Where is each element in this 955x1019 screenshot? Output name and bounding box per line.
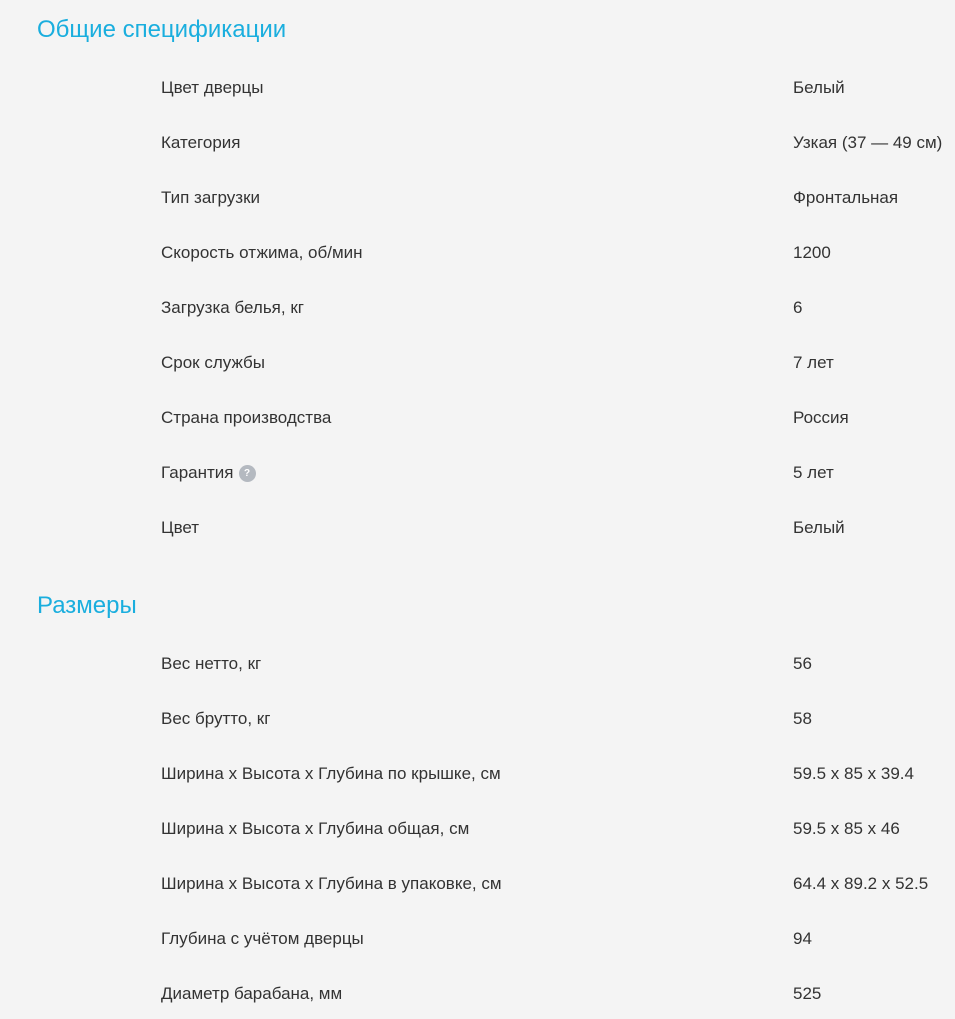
spec-list-dimensions xyxy=(0,654,955,1019)
spec-label: Скорость отжима, об/мин xyxy=(161,243,363,262)
spec-value: Белый xyxy=(793,518,845,537)
spec-label: Срок службы xyxy=(161,353,265,372)
section-title-general: Общие спецификации xyxy=(37,16,287,43)
spec-value: 64.4 x 89.2 x 52.5 xyxy=(793,874,929,893)
spec-label: Вес брутто, кг xyxy=(161,709,271,728)
spec-value: 1200 xyxy=(793,243,831,262)
spec-label: Категория xyxy=(161,133,241,152)
spec-label: Глубина с учётом дверцы xyxy=(161,929,364,948)
spec-value: Россия xyxy=(793,408,849,427)
spec-value: 58 xyxy=(793,709,812,728)
spec-row-color xyxy=(0,518,955,573)
spec-value: Белый xyxy=(793,78,845,97)
spec-value: 59.5 x 85 x 46 xyxy=(793,819,900,838)
spec-value: 6 xyxy=(793,298,803,317)
spec-row-dimensions-total xyxy=(0,819,955,874)
spec-value: Узкая (37 — 49 см) xyxy=(793,133,943,152)
spec-row-warranty xyxy=(0,463,955,518)
spec-row-net-weight xyxy=(0,654,955,709)
spec-row-dimensions-lid xyxy=(0,764,955,819)
spec-value: 56 xyxy=(793,654,812,673)
spec-value: 94 xyxy=(793,929,812,948)
spec-label: Диаметр барабана, мм xyxy=(161,984,343,1003)
spec-label: Страна производства xyxy=(161,408,332,427)
spec-value: Фронтальная xyxy=(793,188,899,207)
spec-label: Ширина x Высота x Глубина по крышке, см xyxy=(161,764,501,783)
spec-label: Загрузка белья, кг xyxy=(161,298,304,317)
spec-row-spin-speed xyxy=(0,243,955,298)
spec-row-depth-with-door xyxy=(0,929,955,984)
spec-value: 7 лет xyxy=(793,353,834,372)
spec-row-service-life xyxy=(0,353,955,408)
spec-list-general xyxy=(0,78,955,573)
spec-row-country xyxy=(0,408,955,463)
spec-value: 5 лет xyxy=(793,463,834,482)
spec-label: Ширина x Высота x Глубина в упаковке, см xyxy=(161,874,502,893)
spec-row-gross-weight xyxy=(0,709,955,764)
spec-label: Тип загрузки xyxy=(161,188,261,207)
section-title-dimensions: Размеры xyxy=(37,592,137,619)
spec-value: 59.5 x 85 x 39.4 xyxy=(793,764,914,783)
spec-label: Цвет дверцы xyxy=(161,78,264,97)
spec-row-door-color xyxy=(0,78,955,133)
spec-label: Вес нетто, кг xyxy=(161,654,262,673)
spec-row-load-type xyxy=(0,188,955,243)
spec-row-drum-diameter xyxy=(0,984,955,1019)
question-circle-icon[interactable]: ? xyxy=(239,465,256,482)
spec-value: 525 xyxy=(793,984,822,1003)
spec-label: Цвет xyxy=(161,518,200,537)
spec-label-warranty xyxy=(161,463,256,483)
spec-row-laundry-load xyxy=(0,298,955,353)
spec-label: Ширина x Высота x Глубина общая, см xyxy=(161,819,470,838)
spec-label: Гарантия xyxy=(161,463,234,482)
spec-row-dimensions-packed xyxy=(0,874,955,929)
spec-row-category xyxy=(0,133,955,188)
